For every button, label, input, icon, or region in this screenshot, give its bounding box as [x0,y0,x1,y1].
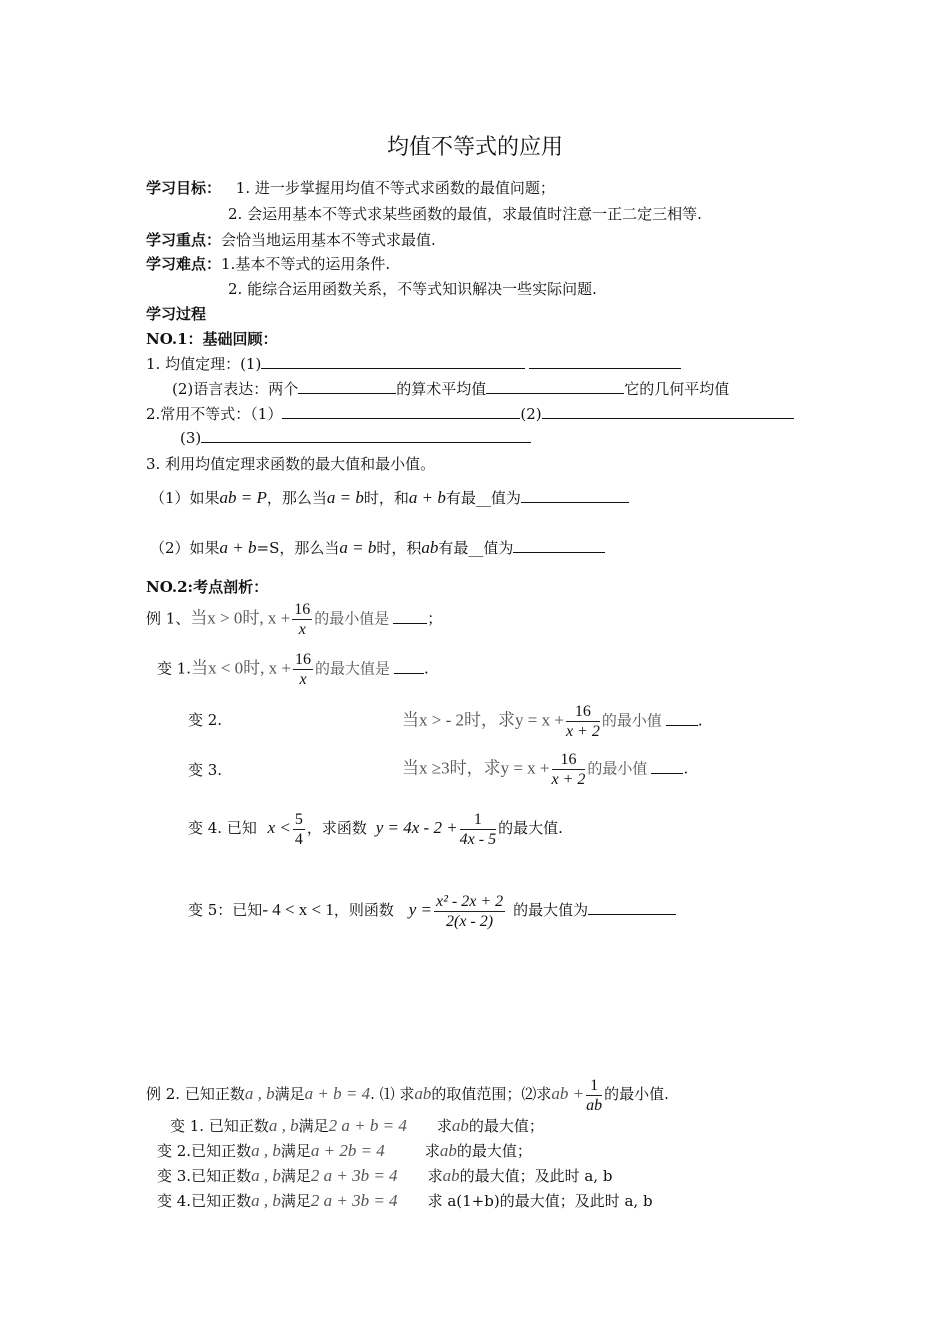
no1-line3-mid: (2) [520,405,542,423]
w1-vars: a , b [268,1116,299,1135]
w3-ab: ab [442,1166,460,1185]
v4-cond-fraction [293,810,305,849]
difficulty-label: 学习难点： [146,255,222,273]
q2-text-b: =S，那么当 [256,539,340,557]
w4-vars: a , b [251,1191,281,1210]
w2-vars: a , b [251,1141,281,1160]
ex2-q1b: 的取值范围；⑵求 [431,1085,552,1103]
goals-item-1: 1. 进一步掌握用均值不等式求函数的最值问题； [235,179,555,197]
w2-label: 变 2.已知正数 [157,1142,252,1160]
example-1 [146,600,442,639]
no1-line-1 [146,354,681,374]
blank-13[interactable] [651,759,683,774]
no1-line2-mid: 的算术平均值 [396,380,487,398]
w1-q: 求 [436,1117,452,1135]
ex2-fraction [586,1076,602,1115]
blank-4[interactable] [486,379,624,394]
v4-cond: x < [267,818,291,837]
blank-10[interactable] [393,609,427,624]
no1-line-4 [180,428,531,448]
variant-1 [157,650,429,689]
ex1-num: 16 [294,601,311,618]
no1-line2-end: 它的几何平均值 [624,380,730,398]
variant-2-label: 变 2. [188,711,223,729]
w1-tail: 的最大值； [468,1117,544,1135]
q1-sum: a + b [408,488,446,507]
goals-line-1 [146,178,555,198]
no1-line-5: 3. 利用均值定理求函数的最大值和最小值。 [146,455,436,473]
variant-3 [402,750,688,789]
v4-cnum: 5 [294,810,303,828]
w4-label: 变 4.已知正数 [157,1192,252,1210]
ex1-end: ； [427,609,443,628]
v2-text: 当x > - 2时，求y = x + [402,710,564,730]
blank-8[interactable] [521,488,629,503]
difficulty-line-1 [146,254,390,274]
v5-tail: 的最大值为 [513,901,589,919]
ex1-fraction [292,600,312,639]
ex2-vars: a , b [244,1084,275,1103]
focus-text: 会恰当地运用基本不等式求最值. [221,231,436,249]
ex1-text: 当x > 0时, x + [190,608,291,628]
ex2-label: 例 2. 已知正数 [146,1085,245,1103]
v5-func: y = [408,900,432,919]
blank-12[interactable] [666,711,698,726]
q2-cond: a = b [339,538,377,557]
w3-label: 变 3.已知正数 [157,1167,252,1185]
example-2-variant-2 [157,1141,532,1161]
q1-cond: a = b [326,488,364,507]
variant-4 [188,808,563,849]
v4-func-fraction [460,810,496,849]
v3-den: x + 2 [551,771,586,788]
w2-mid: 满足 [280,1142,311,1160]
v5-mid: ，则函数 [333,901,394,919]
q2-text-c: 时，积 [376,539,422,557]
v4-mid: ，求函数 [306,819,367,837]
no1-line4-prefix: (3) [180,429,202,447]
v4-fden: 4x - 5 [459,830,497,848]
v2-num: 16 [566,702,600,722]
page-title: 均值不等式的应用 [386,135,563,160]
v2-tail: 的最小值 [601,711,662,730]
v4-fnum: 1 [460,810,496,830]
w4-mid: 满足 [280,1192,311,1210]
w2-tail: 的最大值； [456,1142,532,1160]
no1-line-3 [146,404,794,424]
v5-fden: 2(x - 2) [446,912,494,930]
q1-text-b: ，那么当 [266,489,327,507]
ex1-den: x [298,621,306,638]
w1-cond: 2 a + b = 4 [328,1116,407,1135]
q1-expr: ab = P [219,488,267,507]
blank-11[interactable] [394,659,424,674]
v4-cden: 4 [294,830,303,848]
focus-label: 学习重点： [146,231,222,249]
no1-line1-prefix: 1. 均值定理：(1) [146,355,262,373]
q1-text-a: （1）如果 [150,489,220,507]
v1-end: . [424,659,429,678]
q2-expr: a + b [219,538,257,557]
no2-heading: NO.2:考点剖析： [146,578,269,596]
difficulty-item-2: 2. 能综合运用函数关系，不等式知识解决一些实际问题. [228,280,597,298]
v1-den: x [299,671,307,688]
no1-question-2 [150,538,605,558]
example-2-variant-4 [157,1191,653,1211]
blank-14[interactable] [588,900,676,915]
v4-tail: 的最大值. [498,819,563,837]
no1-heading: NO.1：基础回顾： [146,330,278,348]
blank-6[interactable] [542,404,794,419]
variant-3-label: 变 3. [188,761,223,779]
goals-label: 学习目标： [146,179,222,197]
difficulty-item-1: 1.基本不等式的运用条件. [221,255,391,273]
no1-line-2 [172,379,729,399]
blank-3[interactable] [298,379,396,394]
w1-mid: 满足 [298,1117,329,1135]
q2-prod: ab [421,538,439,557]
ex2-mid: 满足 [274,1085,305,1103]
no1-line3-prefix: 2.常用不等式：（1） [146,405,283,423]
w3-q: 求 [427,1167,443,1185]
ex2-cond: a + b = 4 [304,1084,371,1103]
no1-question-1 [150,488,629,508]
blank-9[interactable] [513,538,605,553]
ex2-tail: 的最小值. [604,1085,669,1103]
v2-end: . [697,711,703,730]
w1-ab: ab [451,1116,469,1135]
process-heading: 学习过程 [146,305,207,323]
variant-5 [188,890,676,931]
v4-func: y = 4x - 2 + [375,818,458,837]
v4-label: 变 4. 已知 [188,819,257,837]
v5-label: 变 5：已知 [188,901,263,919]
blank-7[interactable] [201,428,531,443]
q2-text-a: （2）如果 [150,539,220,557]
ex1-label: 例 1、 [146,609,191,628]
q1-text-d: 有最__值为 [445,489,521,507]
v1-fraction [293,650,313,689]
w2-q: 求 [424,1142,440,1160]
v3-text: 当x ≥3时，求y = x + [402,758,550,778]
v5-cond: - 4 < x < 1 [262,900,334,919]
v5-fnum: x² - 2x + 2 [435,892,504,910]
ex2-ab: ab [414,1084,432,1103]
no1-line2-prefix: (2)语言表达：两个 [172,380,299,398]
ex2-q1: . ⑴ 求 [370,1085,415,1103]
v1-text: 当x < 0时, x + [191,658,292,678]
v3-num: 16 [552,750,586,770]
blank-1[interactable] [261,354,525,369]
example-2 [146,1074,669,1115]
w4-tail: 求 a(1+b)的最大值；及此时 a, b [427,1192,653,1210]
ex1-tail: 的最小值是 [314,609,390,628]
ex2-num: 1 [586,1076,602,1096]
v2-den: x + 2 [565,723,600,740]
blank-2[interactable] [529,354,681,369]
v3-fraction [552,750,586,789]
q2-text-d: 有最__值为 [438,539,514,557]
v5-func-fraction [434,892,505,931]
v3-end: . [683,759,689,778]
v1-label: 变 1. [157,659,192,678]
v1-tail: 的最大值是 [315,659,391,678]
w2-cond: a + 2b = 4 [310,1141,385,1160]
blank-5[interactable] [282,404,520,419]
variant-2 [402,702,703,741]
v2-fraction [566,702,600,741]
w1-label: 变 1. 已知正数 [170,1117,269,1135]
w3-tail: 的最大值；及此时 a, b [459,1167,613,1185]
w3-mid: 满足 [280,1167,311,1185]
example-2-variant-1 [170,1116,544,1136]
ex2-expr: ab + [551,1084,585,1103]
w3-cond: 2 a + 3b = 4 [310,1166,398,1185]
w2-ab: ab [439,1141,457,1160]
v3-tail: 的最小值 [587,759,648,778]
focus-line [146,230,436,250]
v1-num: 16 [295,651,312,668]
example-2-variant-3 [157,1166,612,1186]
w3-vars: a , b [251,1166,281,1185]
goals-item-2: 2. 会运用基本不等式求某些函数的最值，求最值时注意一正二定三相等. [228,205,702,223]
w4-cond: 2 a + 3b = 4 [310,1191,398,1210]
ex2-den: ab [586,1096,603,1114]
q1-text-c: 时，和 [363,489,409,507]
